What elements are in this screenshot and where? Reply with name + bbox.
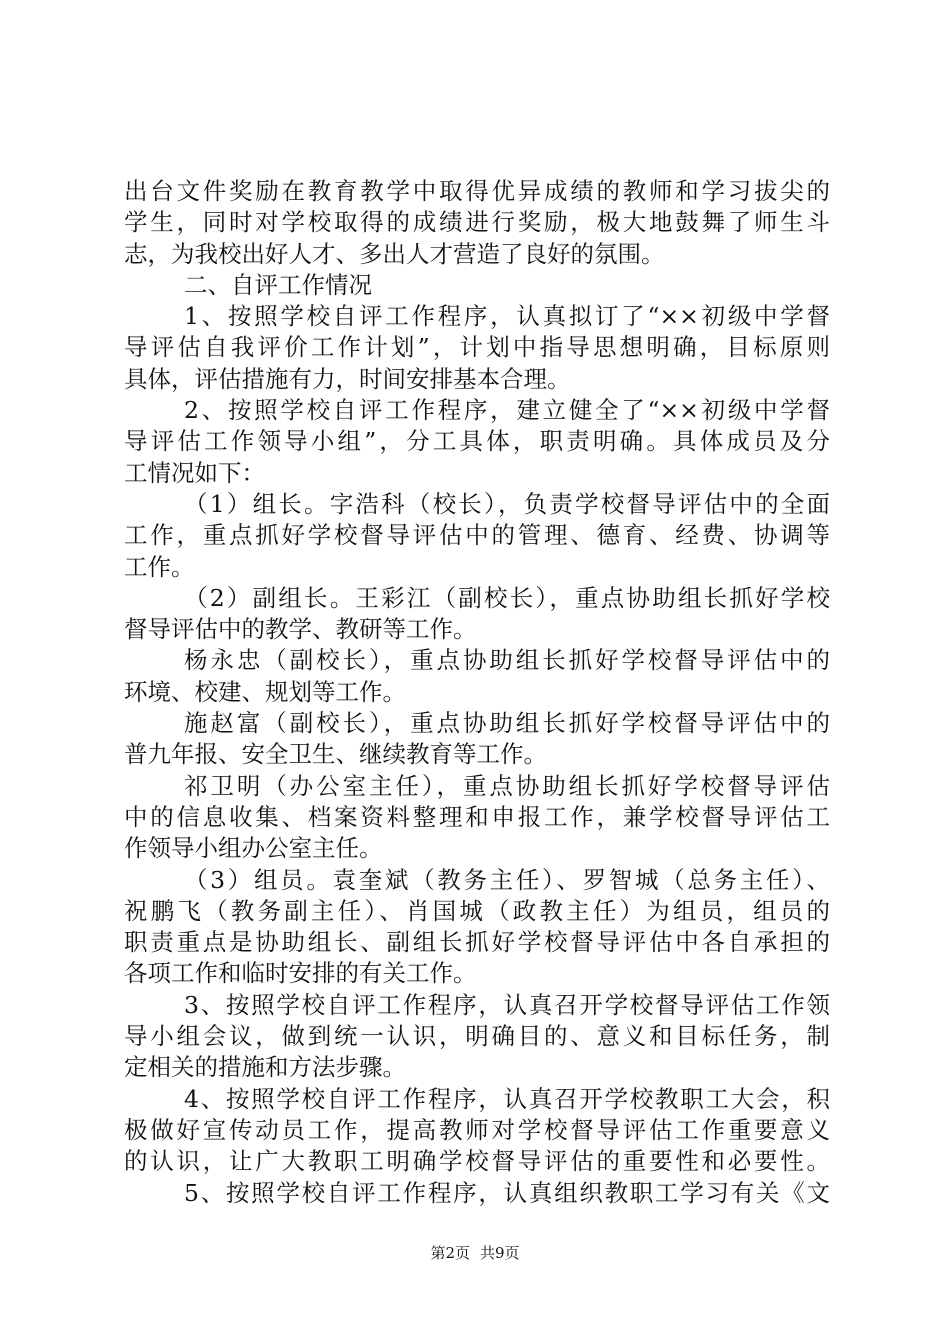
text-line: 4、按照学校自评工作程序，认真召开学校教职工大会，积 <box>184 1084 830 1113</box>
text-line: 导评估工作领导小组”，分工具体，职责明确。具体成员及分 <box>124 427 830 456</box>
text-line: 杨永忠（副校长），重点协助组长抓好学校督导评估中的 <box>184 646 830 675</box>
text-line: 各项工作和临时安排的有关工作。 <box>124 959 477 988</box>
text-line: 出台文件奖励在教育教学中取得优异成绩的教师和学习拔尖的 <box>124 177 830 205</box>
text-line: 2、按照学校自评工作程序，建立健全了“××初级中学督 <box>184 396 830 425</box>
text-line: 二、自评工作情况 <box>184 270 372 299</box>
text-line: 督导评估中的教学、教研等工作。 <box>124 615 477 644</box>
text-line: 具体，评估措施有力，时间安排基本合理。 <box>124 364 571 393</box>
text-line: 定相关的措施和方法步骤。 <box>124 1053 406 1082</box>
text-line: 祝鹏飞（教务副主任）、肖国城（政教主任）为组员，组员的 <box>124 896 830 925</box>
text-line: 极做好宣传动员工作，提高教师对学校督导评估工作重要意义 <box>124 1115 830 1144</box>
text-line: 环境、校建、规划等工作。 <box>124 677 406 706</box>
text-line: 职责重点是协助组长、副组长抓好学校督导评估中各自承担的 <box>124 928 830 957</box>
page-number: 第2页 <box>430 1244 470 1262</box>
text-line: 工作。 <box>124 552 195 581</box>
text-line: 的认识，让广大教职工明确学校督导评估的重要性和必要性。 <box>124 1147 830 1176</box>
text-line: （2）副组长。王彩江（副校长），重点协助组长抓好学校 <box>184 583 830 612</box>
text-line: 导小组会议，做到统一认识，明确目的、意义和目标任务，制 <box>124 1022 830 1051</box>
text-line: 3、按照学校自评工作程序，认真召开学校督导评估工作领 <box>184 990 830 1019</box>
text-line: 中的信息收集、档案资料整理和申报工作，兼学校督导评估工 <box>124 802 830 831</box>
text-line: 1、按照学校自评工作程序，认真拟订了“××初级中学督 <box>184 302 830 331</box>
text-line: 导评估自我评价工作计划”，计划中指导思想明确，目标原则 <box>124 333 830 362</box>
text-line: 施赵富（副校长），重点协助组长抓好学校督导评估中的 <box>184 709 830 738</box>
text-line: 作领导小组办公室主任。 <box>124 834 383 863</box>
text-line: 学生，同时对学校取得的成绩进行奖励，极大地鼓舞了师生斗 <box>124 208 830 237</box>
text-line: 工作，重点抓好学校督导评估中的管理、德育、经费、协调等 <box>124 521 830 550</box>
text-line: 志，为我校出好人才、多出人才营造了良好的氛围。 <box>124 239 665 268</box>
page-footer <box>0 1243 950 1263</box>
text-line: 工情况如下： <box>124 458 265 487</box>
document-body <box>124 176 830 1209</box>
text-line: （1）组长。字浩科（校长），负责学校督导评估中的全面 <box>184 489 830 518</box>
text-line: 祁卫明（办公室主任），重点协助组长抓好学校督导评估 <box>184 771 830 800</box>
text-line: （3）组员。袁奎斌（教务主任）、罗智城（总务主任）、 <box>184 865 830 894</box>
text-line: 普九年报、安全卫生、继续教育等工作。 <box>124 740 547 769</box>
page-total: 共9页 <box>480 1244 520 1262</box>
text-line: 5、按照学校自评工作程序，认真组织教职工学习有关《文 <box>184 1178 830 1207</box>
